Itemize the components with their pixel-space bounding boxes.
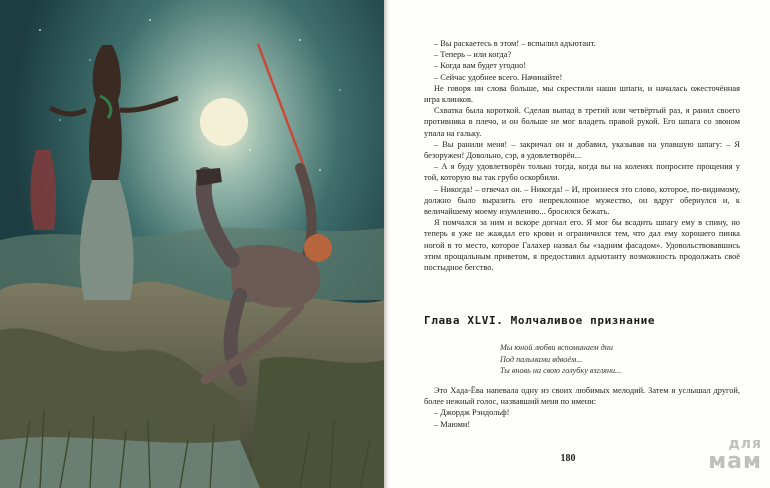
- paragraph: – Когда вам будет угодно!: [434, 61, 527, 71]
- paragraph: Не говоря ни слова больше, мы скрестили наши шпаги, и началась ожесточённая игра клинков.: [424, 83, 740, 105]
- paragraph: – Вы раскаетесь в этом! – вспылил адъютант.: [434, 39, 596, 48]
- epigraph-line: Ты вновь на свою голубку взгляни...: [500, 366, 622, 376]
- paragraph: – А я буду удовлетворён только тогда, когда вы на коленях попросите прощения у той, которую вы так грубо оскорбили.: [424, 162, 740, 183]
- paragraph: – Никогда! – отвечал он. – Никогда! – И, произнеся это слово, которое, по-видимому, должно было выразить его непреклонное мужество, он вдруг обернулся и, к величайшему моему изумлению... бросился бежать.: [424, 184, 740, 217]
- epigraph-line: Под пальмами вдвоём...: [500, 354, 583, 364]
- paragraph: – Сейчас удобнее всего. Начинайте!: [434, 72, 563, 82]
- moon: [200, 98, 248, 146]
- watermark-logo: [682, 437, 762, 483]
- paragraph: – Маюми!: [434, 419, 471, 429]
- paragraph: Схватка была короткой. Сделав выпад в третий или четвёртый раз, я ранил своего противника в плечо, и он больше не мог владеть правой рукой. Его шпага со звоном упала на гальку.: [424, 106, 740, 138]
- paragraph: Я помчался за ним и вскоре догнал его. Я мог бы всадить шпагу ему в спину, но теперь я уже не жаждал его крови и ограничился тем, что дал ему хорошего пинка ногой в то место, которое Галахер назвал бы «задним фасадом». Удовольствовавшись этим прощальным приветом, я предоставил адъютанту возможность продолжать своё постыдное бегство.: [424, 218, 740, 273]
- watermark-line: для: [728, 436, 762, 452]
- paragraph: Это Хада-Ёва напевала одну из своих любимых мелодий. Затем я услышал другой, более нежный голос, назвавший меня по имени:: [424, 386, 740, 407]
- watermark-line: мам: [708, 449, 762, 474]
- chapter-title: Глава XLVI. Молчаливое признание: [424, 314, 656, 327]
- paragraph: – Теперь – или когда?: [434, 50, 512, 60]
- duel-illustration: [0, 0, 384, 488]
- paragraph: – Вы ранили меня! – закричал он и добавил, указывая на упавшую шпагу: – Я безоружен! Довольно, сэр, я удовлетворён...: [424, 139, 740, 161]
- paragraph: – Джордж Рэндольф!: [434, 408, 510, 418]
- body-text: [424, 38, 740, 273]
- text-page: [390, 0, 770, 488]
- epigraph: [500, 342, 700, 377]
- illustration: [0, 0, 384, 488]
- page-number: 180: [560, 453, 576, 464]
- epigraph-line: Мы юной любви вспоминаем дни: [500, 343, 613, 352]
- body-text-continued: [424, 385, 740, 430]
